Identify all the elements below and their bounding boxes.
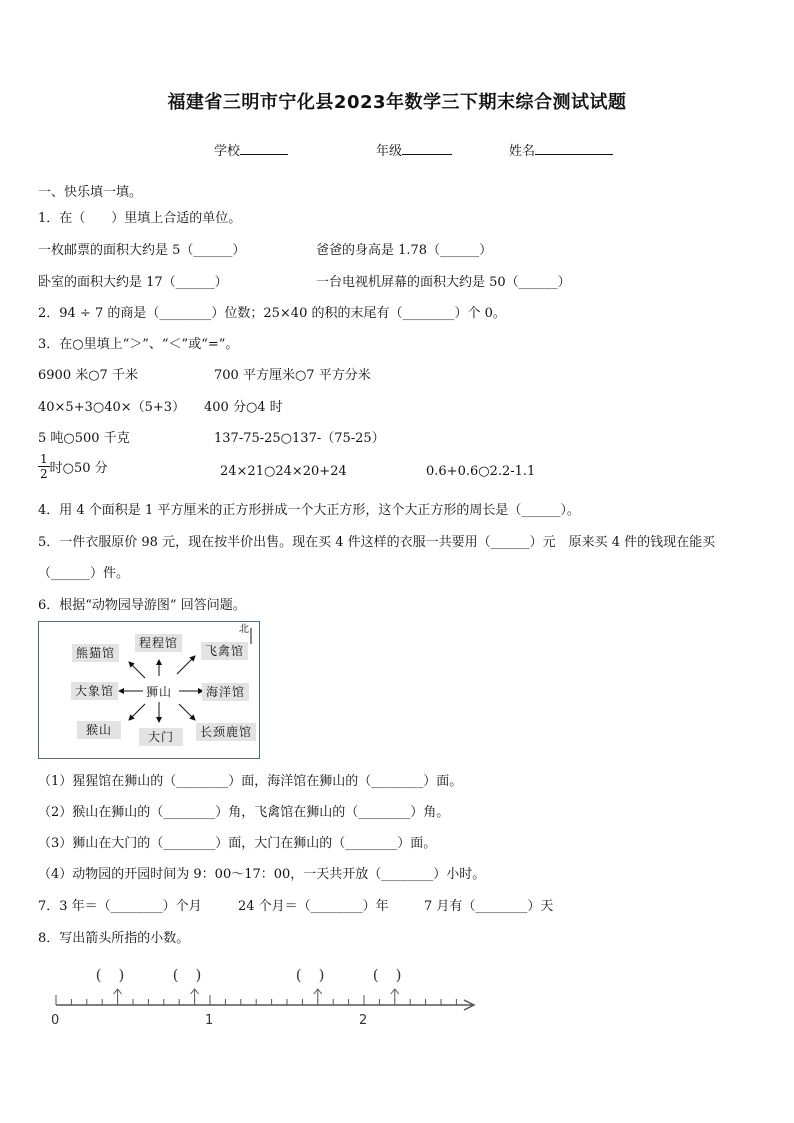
q3-r4a-text: 时○50 分 [49,461,108,476]
name-field[interactable] [509,140,613,159]
q8-stem: 8．写出箭头所指的小数。 [38,931,190,946]
answer-paren-2[interactable]: ( ) [172,966,203,984]
q5-line2: （______）件。 [38,566,130,581]
school-label: 学校 [214,144,241,159]
q3-r3b: 137-75-25○137-（75-25） [214,431,385,446]
map-chengcheng: 程程馆 [135,634,182,652]
map-ocean: 海洋馆 [202,683,249,701]
q6-sub1: （1）猩猩馆在狮山的（________）面，海洋馆在狮山的（________）面。 [38,774,463,789]
q5-line1: 5．一件衣服原价 98 元，现在按半价出售。现在买 4 件这样的衣服一共要用（______）元 原来买 4 件的钱现在能买 [38,535,716,550]
q7-c: 7 月有（________）天 [424,899,554,914]
q3-r4a [38,452,108,481]
map-giraffe: 长颈鹿馆 [196,723,256,741]
q1-item-d: 一台电视机屏幕的面积大约是 50（______） [316,275,571,290]
number-line-label-1: 1 [205,1013,214,1028]
number-line [40,960,500,1040]
name-blank[interactable] [535,141,613,155]
fraction-numerator: 1 [40,452,48,466]
q2: 2．94 ÷ 7 的商是（________）位数；25×40 的积的末尾有（________）个 0。 [38,306,506,321]
q4: 4．用 4 个面积是 1 平方厘米的正方形拼成一个大正方形，这个大正方形的周长是（______）。 [38,503,580,518]
school-field[interactable] [214,140,288,159]
school-blank[interactable] [240,141,288,155]
q1-item-b: 爸爸的身高是 1.78（______） [316,243,493,258]
north-label: 北 [239,624,250,635]
q6-stem: 6．根据“动物园导游图” 回答问题。 [38,598,246,613]
q3-r2b: 400 分○4 时 [204,400,283,415]
q3-r4b: 24×21○24×20+24 [220,464,347,479]
q6-sub2: （2）猴山在狮山的（________）角，飞禽馆在狮山的（________）角。 [38,805,450,820]
grade-label: 年级 [376,144,403,159]
q3-r3a: 5 吨○500 千克 [38,431,130,446]
map-panda: 熊猫馆 [72,644,119,662]
grade-field[interactable] [376,140,452,159]
q7-a: 7．3 年＝（________）个月 [38,899,202,914]
q3-r1b: 700 平方厘米○7 平方分米 [214,368,371,383]
answer-paren-3[interactable]: ( ) [295,966,326,984]
answer-paren-4[interactable]: ( ) [372,966,403,984]
grade-blank[interactable] [402,141,452,155]
q3-stem: 3．在○里填上“＞”、“＜”或“=”。 [38,337,239,352]
q6-sub4: （4）动物园的开园时间为 9：00～17：00，一天共开放（________）小时。 [38,867,486,882]
fraction [38,452,50,481]
q6-sub3: （3）狮山在大门的（________）面，大门在狮山的（________）面。 [38,836,437,851]
answer-paren-1[interactable]: ( ) [95,966,126,984]
map-monkey: 猴山 [77,721,121,739]
map-lion: 狮山 [146,685,173,699]
number-line-label-0: 0 [51,1013,60,1028]
page-title: 福建省三明市宁化县2023年数学三下期末综合测试试题 [167,92,627,113]
q1-item-a: 一枚邮票的面积大约是 5（______） [38,243,246,258]
name-label: 姓名 [509,144,536,159]
q1-item-c: 卧室的面积大约是 17（______） [38,275,228,290]
arrow-northwest [129,662,145,678]
q1-stem: 1．在（ ）里填上合适的单位。 [38,211,242,226]
map-gate: 大门 [139,728,183,746]
q3-r1a: 6900 米○7 千米 [38,368,138,383]
arrow-southwest [129,704,145,720]
q3-r2a: 40×5+3○40×（5+3） [38,400,186,415]
map-elephant: 大象馆 [71,682,118,700]
arrow-northeast [177,656,195,674]
q3-r4c: 0.6+0.6○2.2-1.1 [426,464,536,479]
fraction-denominator: 2 [40,467,48,481]
arrow-southeast [179,704,195,720]
number-line-label-2: 2 [359,1013,368,1028]
map-birds: 飞禽馆 [201,642,248,660]
zoo-map [38,621,260,759]
q7-b: 24 个月＝（________）年 [238,899,389,914]
section-heading: 一、快乐填一填。 [38,185,143,200]
